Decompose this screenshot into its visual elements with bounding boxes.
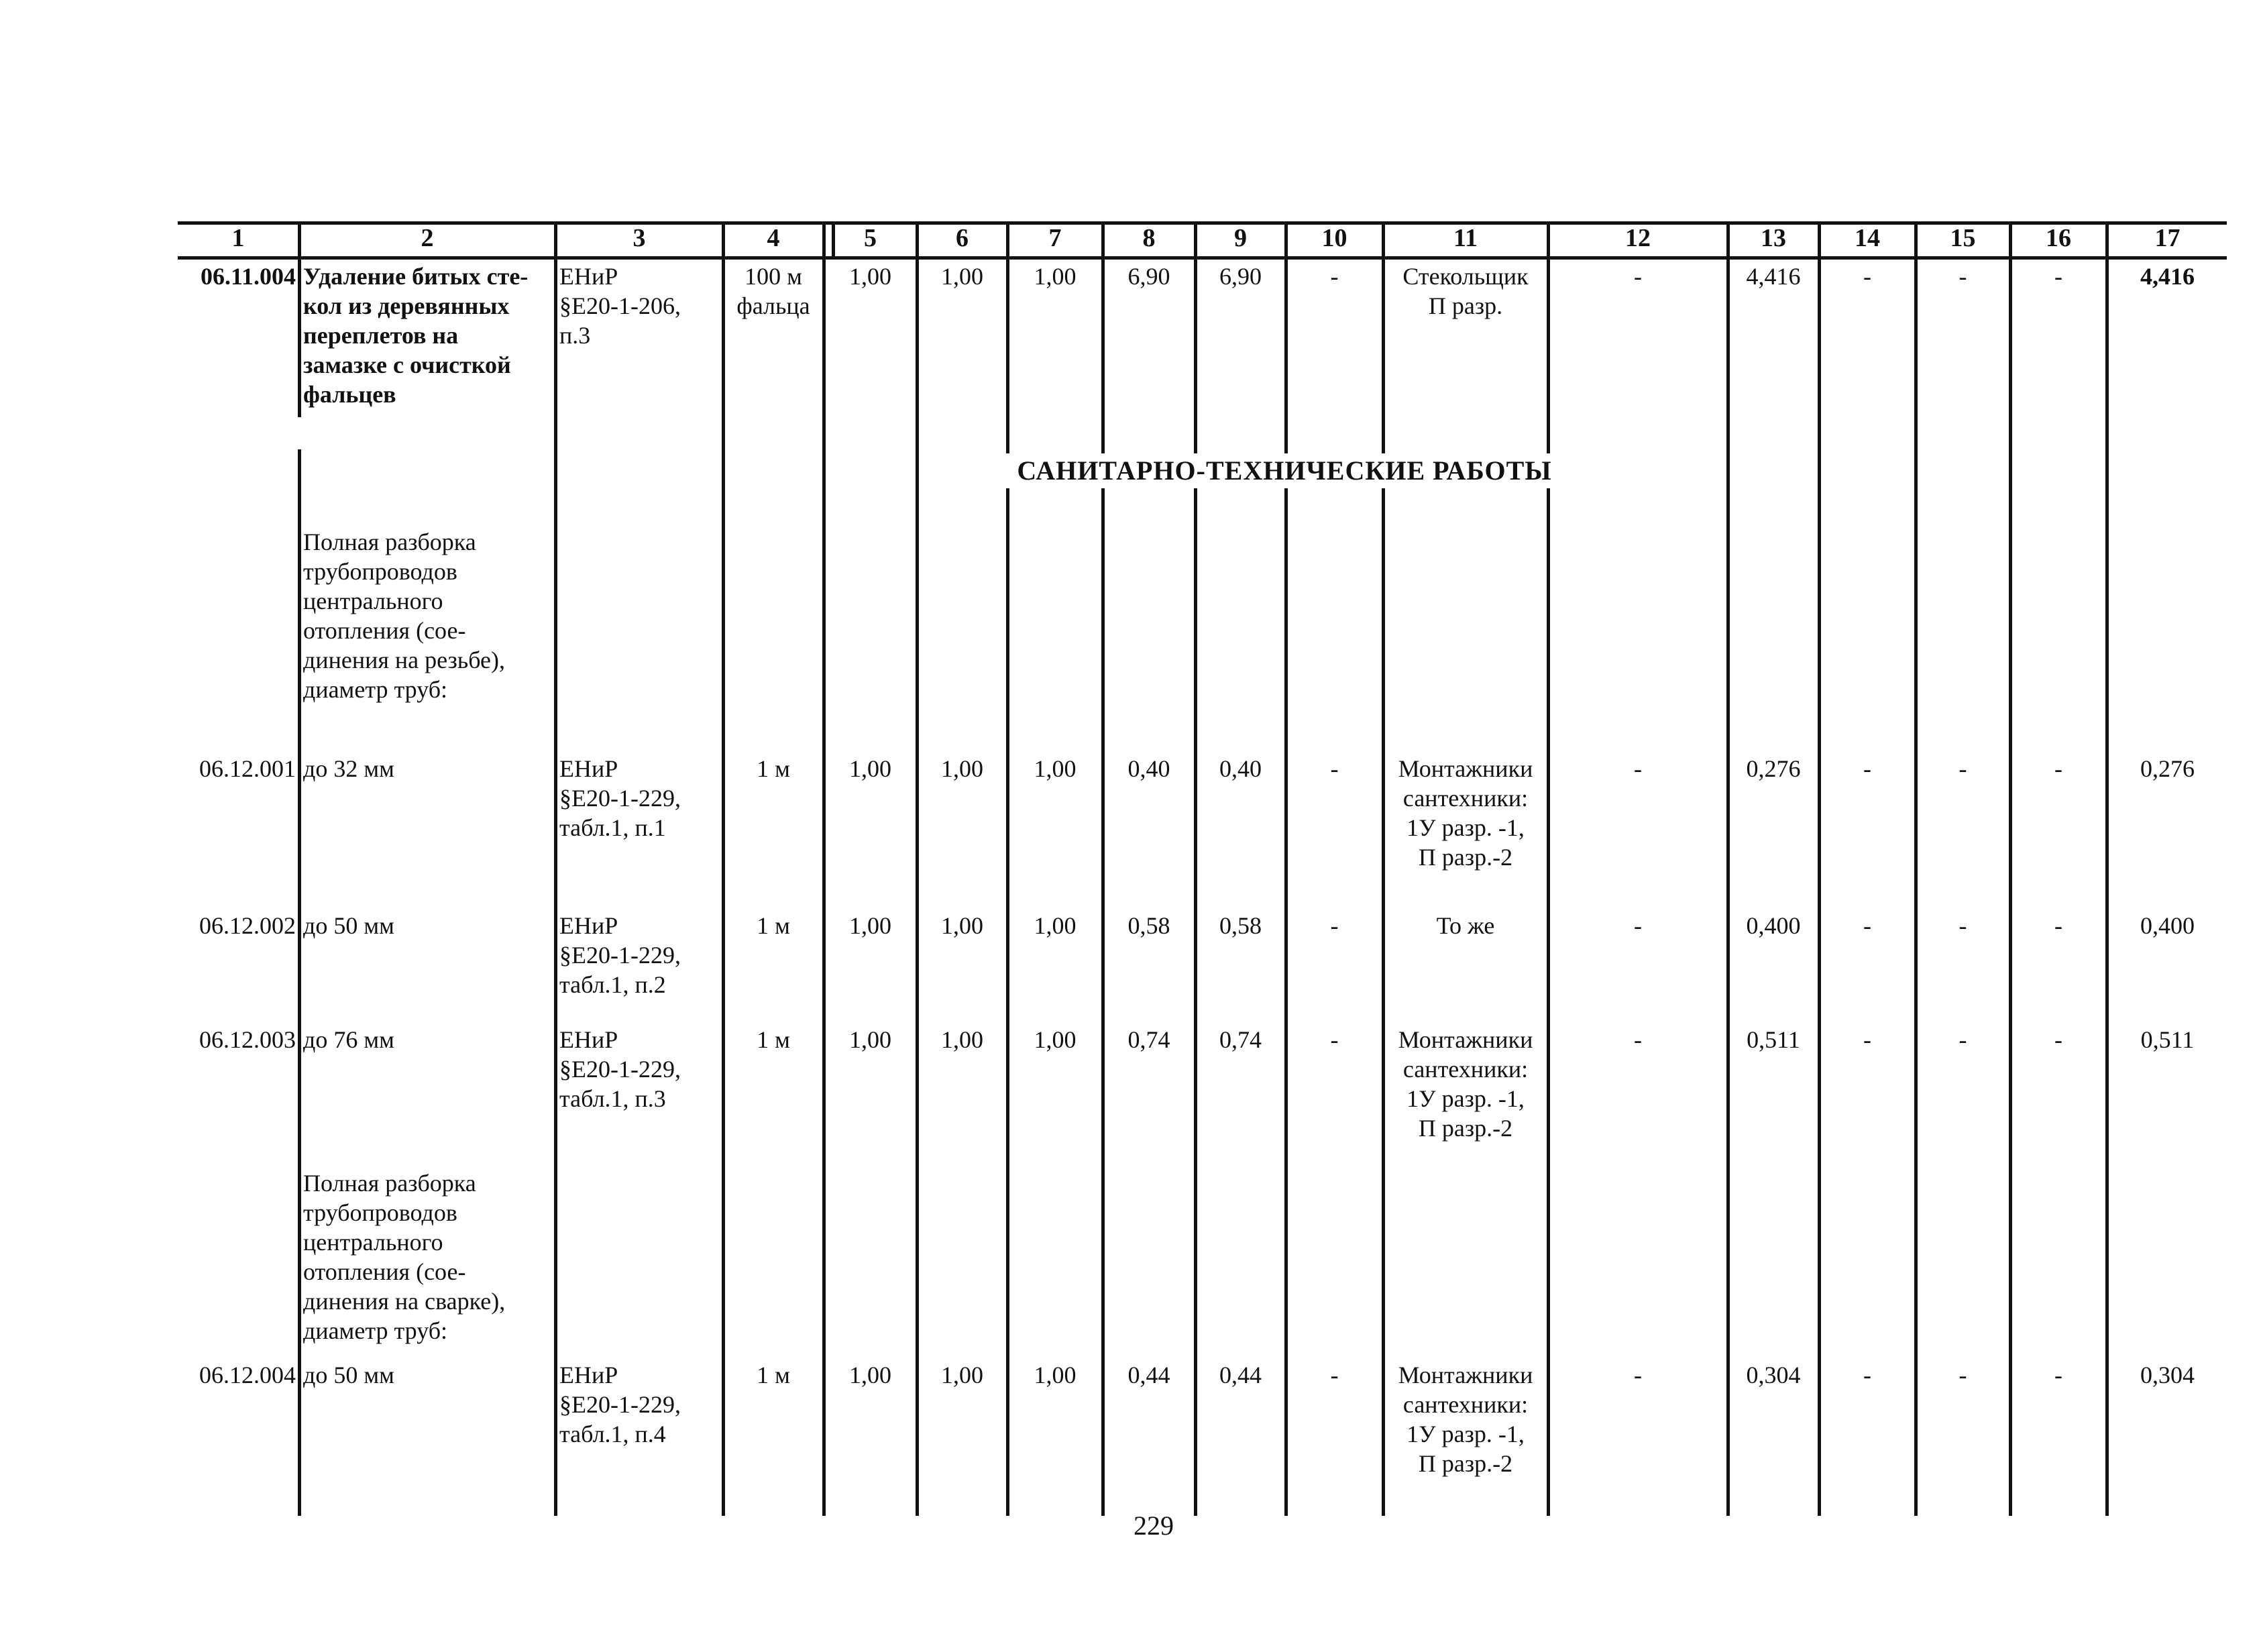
row-col14: - (1863, 1362, 1871, 1388)
row-col10: - (1330, 263, 1339, 290)
row-col11: Монтажники сантехники: 1У разр. -1, П разр.-2 (1398, 1026, 1533, 1142)
row-col13: 4,416 (1746, 263, 1801, 290)
row-unit: 1 м (757, 1362, 790, 1388)
column-divider (298, 449, 301, 1516)
row-col16: - (2054, 1362, 2062, 1388)
row-col8: 0,40 (1127, 755, 1170, 782)
row-code: 06.12.001 (199, 755, 296, 782)
row-col7: 1,00 (1034, 912, 1077, 939)
row-col16: - (2054, 1026, 2062, 1053)
row-col12: - (1634, 1026, 1642, 1053)
row-col17: 4,416 (2140, 263, 2195, 290)
column-header: 4 (767, 224, 780, 252)
row-code: 06.11.004 (200, 263, 296, 290)
column-divider (1006, 224, 1009, 1516)
row-col7: 1,00 (1034, 1362, 1077, 1388)
row-col13: 0,400 (1746, 912, 1801, 939)
column-divider (1194, 256, 1197, 1516)
row-unit: 100 м фальца (736, 263, 810, 319)
row-col17: 0,276 (2140, 755, 2195, 782)
row-col12: - (1634, 263, 1642, 290)
row-col9: 0,58 (1219, 912, 1262, 939)
column-divider (822, 224, 826, 1516)
column-header: 2 (421, 224, 434, 252)
column-divider (554, 224, 557, 1516)
row-col7: 1,00 (1034, 263, 1077, 290)
column-header: 5 (864, 224, 877, 252)
row-code: 06.12.003 (199, 1026, 296, 1053)
column-divider (1382, 256, 1385, 1516)
header-bottom-rule (178, 256, 2227, 260)
row-col7: 1,00 (1034, 755, 1077, 782)
row-col11: Монтажники сантехники: 1У разр. -1, П разр.-2 (1398, 755, 1533, 871)
row-col11: Стекольщик П разр. (1402, 263, 1529, 319)
column-header: 12 (1625, 224, 1651, 252)
column-header: 7 (1048, 224, 1062, 252)
row-col12: - (1634, 1362, 1642, 1388)
row-col16: - (2054, 263, 2062, 290)
row-col17: 0,511 (2140, 1026, 2195, 1053)
column-header: 1 (231, 224, 245, 252)
row-col10: - (1330, 1026, 1339, 1053)
column-header: 8 (1142, 224, 1156, 252)
column-header: 13 (1761, 224, 1786, 252)
row-col15: - (1959, 1362, 1967, 1388)
row-col15: - (1959, 912, 1967, 939)
row-col5: 1,00 (849, 1026, 891, 1053)
row-ref: ЕНиР §Е20-1-229, табл.1, п.4 (559, 1362, 681, 1447)
column-header: 16 (2046, 224, 2071, 252)
row-unit: 1 м (757, 1026, 790, 1053)
row-col17: 0,400 (2140, 912, 2195, 939)
row-col16: - (2054, 912, 2062, 939)
row-col5: 1,00 (849, 1362, 891, 1388)
column-divider (1914, 256, 1918, 1516)
column-divider (1818, 256, 1821, 1516)
row-col12: - (1634, 755, 1642, 782)
row-col6: 1,00 (941, 912, 983, 939)
column-header: 17 (2154, 224, 2181, 252)
row-code: 06.12.002 (199, 912, 296, 939)
column-header: 9 (1234, 224, 1247, 252)
column-header: 11 (1453, 224, 1478, 252)
row-col15: - (1959, 1026, 1967, 1053)
column-divider (1284, 224, 1288, 1516)
row-col7: 1,00 (1034, 1026, 1077, 1053)
row-col13: 0,511 (1747, 1026, 1800, 1053)
row-col9: 0,74 (1219, 1026, 1262, 1053)
row-col14: - (1863, 912, 1871, 939)
row-col9: 6,90 (1219, 263, 1262, 290)
row-col15: - (1959, 755, 1967, 782)
row-col5: 1,00 (849, 755, 891, 782)
column-divider (298, 256, 301, 417)
row-unit: 1 м (757, 912, 790, 939)
column-divider (1726, 256, 1730, 1516)
row-col14: - (1863, 1026, 1871, 1053)
row-col9: 0,40 (1219, 755, 1262, 782)
row-name: до 76 мм (303, 1026, 394, 1053)
row-col12: - (1634, 912, 1642, 939)
column-divider (1547, 256, 1550, 1516)
row-col6: 1,00 (941, 263, 983, 290)
row-col10: - (1330, 1362, 1339, 1388)
column-header: 10 (1321, 224, 1347, 252)
row-col5: 1,00 (849, 912, 891, 939)
row-col10: - (1330, 912, 1339, 939)
column-divider (2009, 256, 2012, 1516)
section-title: САНИТАРНО-ТЕХНИЧЕСКИЕ РАБОТЫ (1006, 453, 1563, 488)
row-ref: ЕНиР §Е20-1-229, табл.1, п.2 (559, 912, 681, 998)
row-ref: ЕНиР §Е20-1-229, табл.1, п.3 (559, 1026, 681, 1112)
column-header: 6 (956, 224, 969, 252)
row-col5: 1,00 (849, 263, 891, 290)
row-col8: 0,74 (1127, 1026, 1170, 1053)
column-header: 3 (632, 224, 646, 252)
row-col8: 0,58 (1127, 912, 1170, 939)
group-heading: Полная разборка трубопроводов центрального отопления (сое- динения на резьбе), диаметр труб: (303, 529, 506, 703)
row-col6: 1,00 (941, 755, 983, 782)
column-divider (2105, 256, 2109, 1516)
column-divider (1101, 224, 1105, 1516)
row-col11: То же (1436, 912, 1495, 939)
group-heading: Полная разборка трубопроводов центрального отопления (сое- динения на сварке), диаметр труб: (303, 1170, 506, 1344)
row-col11: Монтажники сантехники: 1У разр. -1, П разр.-2 (1398, 1362, 1533, 1477)
row-col6: 1,00 (941, 1362, 983, 1388)
row-col14: - (1863, 263, 1871, 290)
row-col17: 0,304 (2140, 1362, 2195, 1388)
column-divider (722, 224, 725, 1516)
row-code: 06.12.004 (199, 1362, 296, 1388)
row-name: Удаление битых сте- кол из деревянных переплетов на замазке с очисткой фальцев (303, 263, 529, 408)
row-col14: - (1863, 755, 1871, 782)
column-header: 14 (1855, 224, 1880, 252)
row-col13: 0,304 (1746, 1362, 1801, 1388)
row-ref: ЕНиР §Е20-1-229, табл.1, п.1 (559, 755, 681, 841)
row-col8: 0,44 (1127, 1362, 1170, 1388)
row-unit: 1 м (757, 755, 790, 782)
column-divider (916, 224, 919, 1516)
row-col10: - (1330, 755, 1339, 782)
row-col13: 0,276 (1746, 755, 1801, 782)
column-header: 15 (1950, 224, 1976, 252)
row-name: до 50 мм (303, 912, 394, 939)
row-col15: - (1959, 263, 1967, 290)
row-name: до 32 мм (303, 755, 394, 782)
row-col9: 0,44 (1219, 1362, 1262, 1388)
row-col8: 6,90 (1127, 263, 1170, 290)
row-ref: ЕНиР §Е20-1-206, п.3 (559, 263, 681, 349)
page-number: 229 (1134, 1510, 1174, 1541)
row-col6: 1,00 (941, 1026, 983, 1053)
row-name: до 50 мм (303, 1362, 394, 1388)
row-col16: - (2054, 755, 2062, 782)
